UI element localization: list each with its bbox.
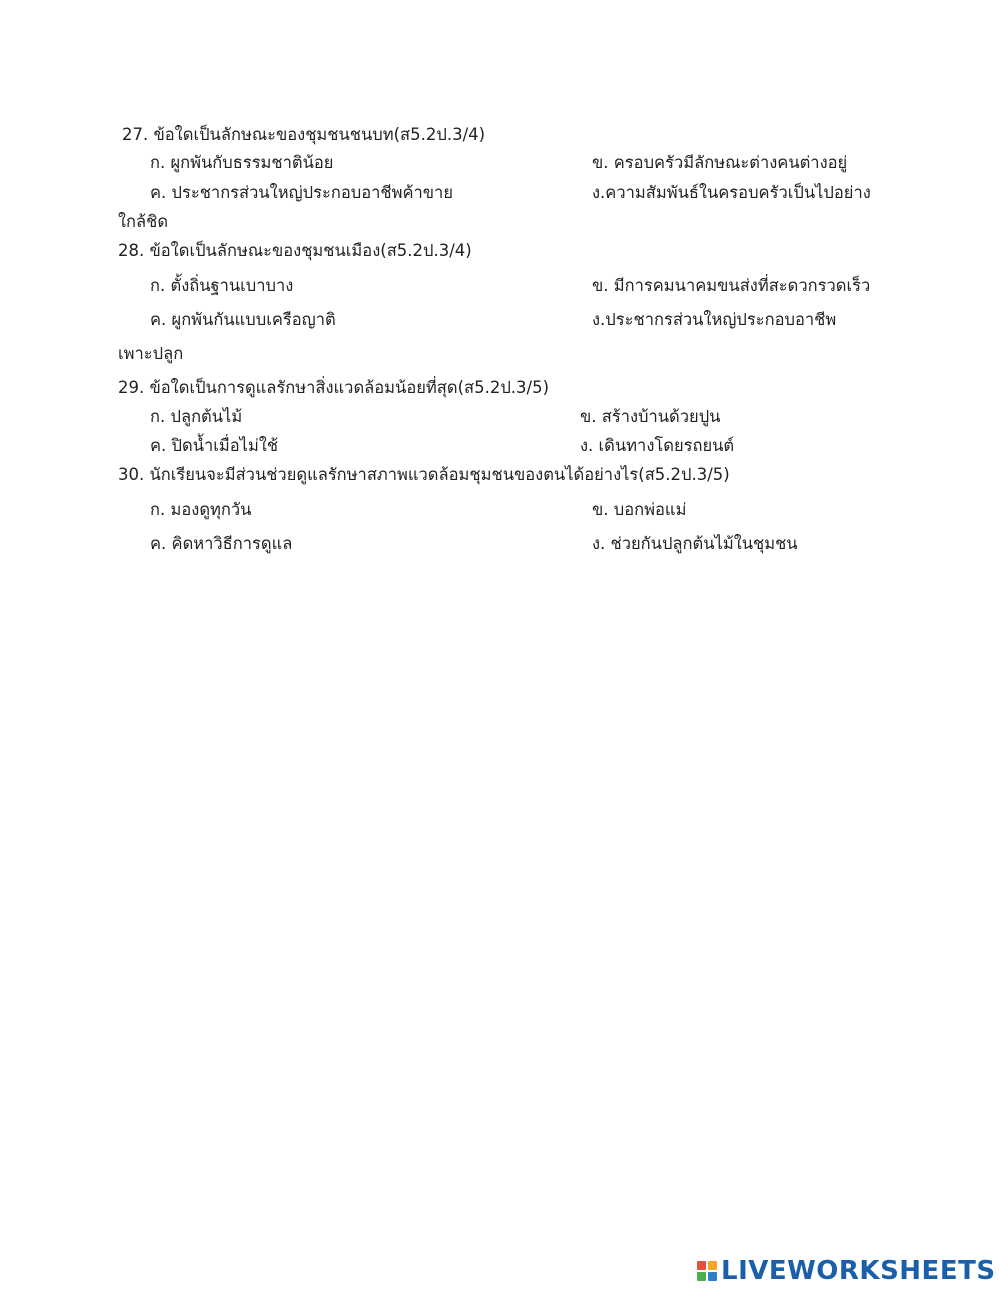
liveworksheets-logo-icon	[697, 1261, 717, 1281]
question-30-option-c: ค. คิดหาวิธีการดูแล	[150, 534, 293, 553]
question-30-option-a: ก. มองดูทุกวัน	[150, 500, 252, 519]
question-27-option-b: ข. ครอบครัวมีลักษณะต่างคนต่างอยู่	[592, 153, 848, 172]
liveworksheets-brand	[697, 1256, 996, 1286]
question-28-option-d: ง.ประชากรส่วนใหญ่ประกอบอาชีพ	[592, 310, 837, 329]
question-29-option-b: ข. สร้างบ้านด้วยปูน	[580, 407, 721, 426]
question-30-option-d: ง. ช่วยกันปลูกต้นไม้ในชุมชน	[592, 534, 798, 553]
question-29-option-d: ง. เดินทางโดยรถยนต์	[580, 436, 735, 455]
brand-text: LIVEWORKSHEETS	[721, 1256, 996, 1286]
question-28-option-a: ก. ตั้งถิ่นฐานเบาบาง	[150, 276, 294, 295]
question-27-option-d: ง.ความสัมพันธ์ในครอบครัวเป็นไปอย่าง	[592, 183, 871, 202]
question-27-option-c: ค. ประชากรส่วนใหญ่ประกอบอาชีพค้าขาย	[150, 183, 453, 202]
question-29-option-a: ก. ปลูกต้นไม้	[150, 407, 243, 426]
question-29-option-c: ค. ปิดน้ำเมื่อไม่ใช้	[150, 436, 279, 455]
question-30-option-b: ข. บอกพ่อแม่	[592, 500, 687, 519]
question-28-option-d-continuation: เพาะปลูก	[118, 344, 184, 363]
question-29-stem: 29. ข้อใดเป็นการดูแลรักษาสิ่งแวดล้อมน้อยที่สุด(ส5.2ป.3/5)	[118, 378, 550, 397]
question-28-stem: 28. ข้อใดเป็นลักษณะของชุมชนเมือง(ส5.2ป.3/4)	[118, 241, 472, 260]
question-27-option-a: ก. ผูกพันกับธรรมชาติน้อย	[150, 153, 334, 172]
question-27-stem: 27. ข้อใดเป็นลักษณะของชุมชนชนบท(ส5.2ป.3/4)	[122, 125, 486, 144]
question-27-option-d-continuation: ใกล้ชิด	[118, 212, 169, 231]
question-28-option-c: ค. ผูกพันกันแบบเครือญาติ	[150, 310, 336, 329]
question-28-option-b: ข. มีการคมนาคมขนส่งที่สะดวกรวดเร็ว	[592, 276, 871, 295]
question-30-stem: 30. นักเรียนจะมีส่วนช่วยดูแลรักษาสภาพแวดล้อมชุมชนของตนได้อย่างไร(ส5.2ป.3/5)	[118, 465, 730, 484]
